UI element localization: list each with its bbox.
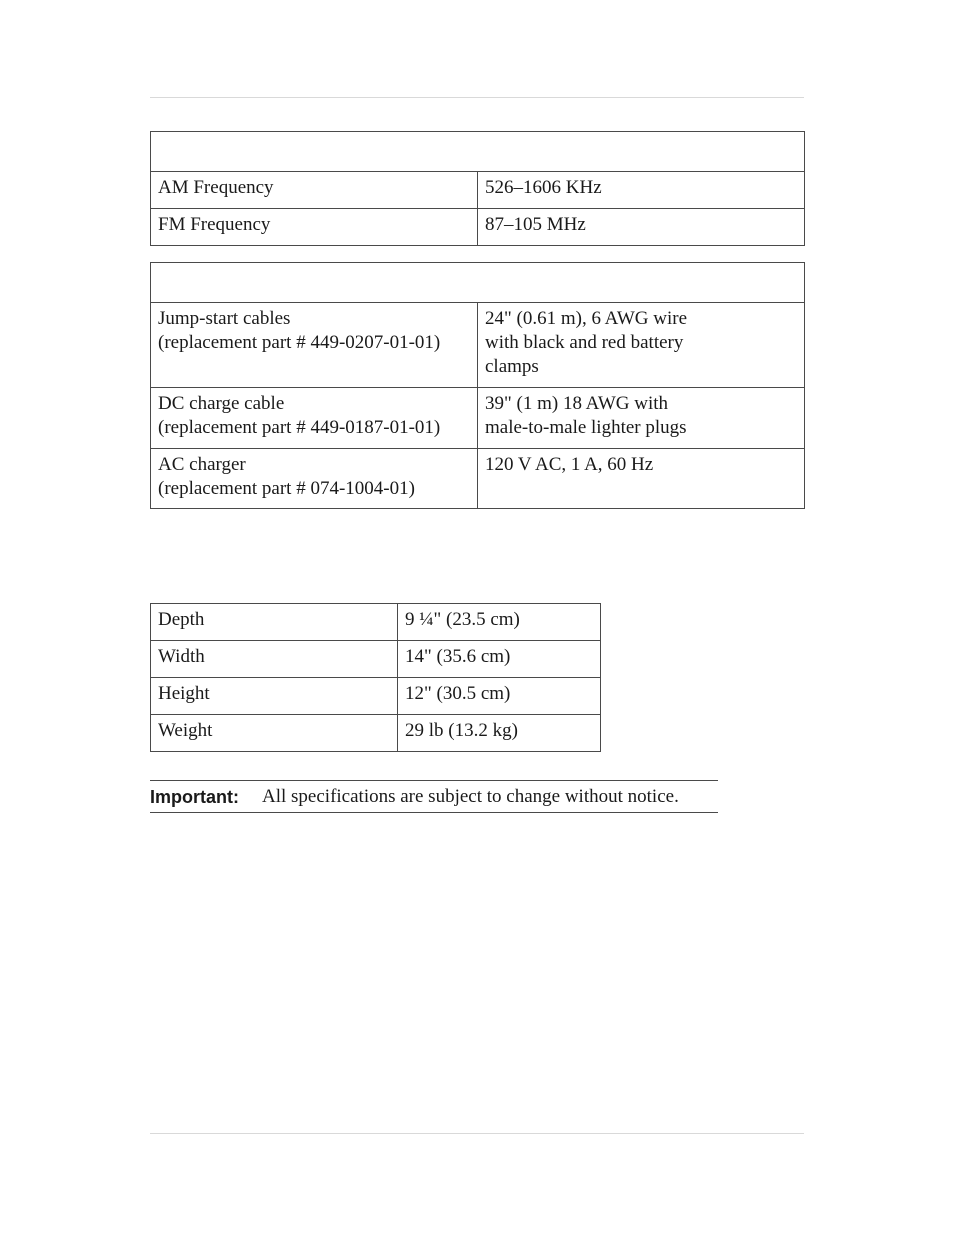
footer-rule bbox=[150, 1133, 804, 1134]
table-row bbox=[151, 715, 601, 752]
important-note bbox=[150, 780, 718, 813]
table-row bbox=[151, 641, 601, 678]
table-header-row bbox=[151, 263, 805, 303]
spec-value: 87–105 MHz bbox=[478, 209, 805, 246]
replacement-part-number: (replacement part # 074-1004-01) bbox=[158, 478, 415, 499]
table-row bbox=[151, 449, 805, 509]
table-row bbox=[151, 388, 805, 449]
table-header-cell bbox=[151, 263, 805, 303]
table-header-row bbox=[151, 132, 805, 172]
accessory-spec-line: male-to-male lighter plugs bbox=[485, 417, 687, 438]
header-rule bbox=[150, 97, 804, 98]
table-row bbox=[151, 604, 601, 641]
accessory-cell bbox=[151, 449, 478, 509]
replacement-part-number: (replacement part # 449-0187-01-01) bbox=[158, 417, 441, 438]
table-row bbox=[151, 209, 805, 246]
spec-value: 14" (35.6 cm) bbox=[398, 641, 601, 678]
accessory-spec-cell bbox=[478, 388, 805, 449]
spec-value: 9 ¼" (23.5 cm) bbox=[398, 604, 601, 641]
spec-value: 29 lb (13.2 kg) bbox=[398, 715, 601, 752]
spec-label: AM Frequency bbox=[151, 172, 478, 209]
accessory-spec-cell bbox=[478, 303, 805, 388]
note-label: Important: bbox=[150, 787, 239, 807]
accessory-spec-cell bbox=[478, 449, 805, 509]
spec-value: 12" (30.5 cm) bbox=[398, 678, 601, 715]
spec-value: 526–1606 KHz bbox=[478, 172, 805, 209]
dimensions-table bbox=[150, 603, 601, 752]
accessory-name: Jump-start cables bbox=[158, 308, 291, 329]
spec-label: Depth bbox=[151, 604, 398, 641]
accessory-spec-line: 24" (0.61 m), 6 AWG wire bbox=[485, 308, 688, 329]
accessory-spec-line: 120 V AC, 1 A, 60 Hz bbox=[485, 454, 654, 475]
spec-label: Height bbox=[151, 678, 398, 715]
accessory-spec-line: clamps bbox=[485, 356, 539, 377]
note-text: All specifications are subject to change without notice. bbox=[262, 786, 679, 807]
table-row bbox=[151, 172, 805, 209]
table-row bbox=[151, 303, 805, 388]
accessory-name: DC charge cable bbox=[158, 393, 285, 414]
accessories-table bbox=[150, 262, 805, 509]
radio-specs-table bbox=[150, 131, 805, 246]
accessory-spec-line: with black and red battery bbox=[485, 332, 684, 353]
spec-label: FM Frequency bbox=[151, 209, 478, 246]
accessory-spec-line: 39" (1 m) 18 AWG with bbox=[485, 393, 669, 414]
table-row bbox=[151, 678, 601, 715]
accessory-name: AC charger bbox=[158, 454, 246, 475]
replacement-part-number: (replacement part # 449-0207-01-01) bbox=[158, 332, 441, 353]
table-header-cell bbox=[151, 132, 805, 172]
accessory-cell bbox=[151, 388, 478, 449]
spec-label: Weight bbox=[151, 715, 398, 752]
spec-label: Width bbox=[151, 641, 398, 678]
accessory-cell bbox=[151, 303, 478, 388]
